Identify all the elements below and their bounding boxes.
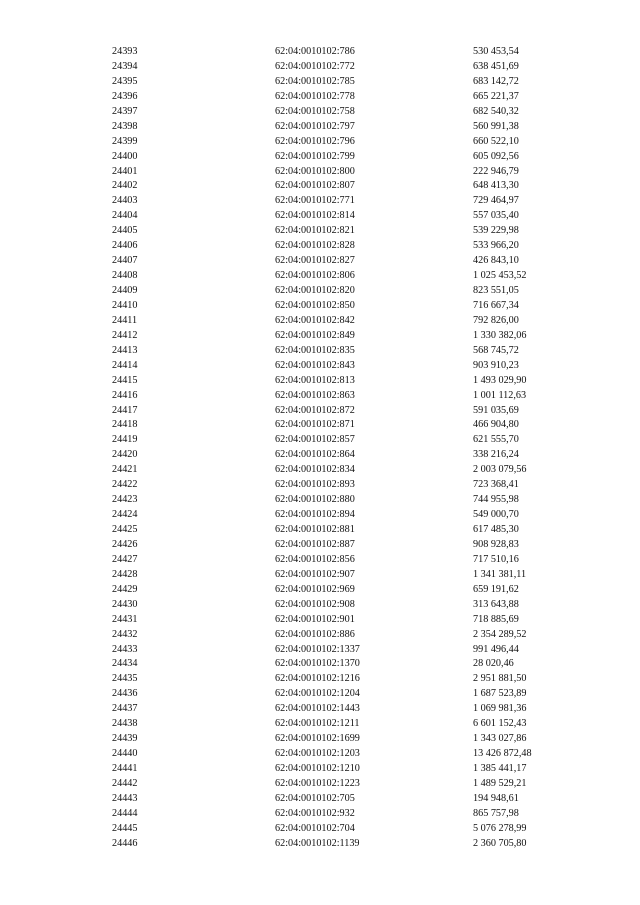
value-cell: 865 757,98 [473,807,519,819]
value-cell: 2 354 289,52 [473,628,527,640]
table-row [0,657,640,672]
table-row [0,837,640,852]
row-number-cell: 24406 [112,240,138,252]
value-cell: 5 076 278,99 [473,822,527,834]
value-cell: 1 343 027,86 [473,733,527,745]
row-number-cell: 24432 [112,628,138,640]
cadastral-number-cell: 62:04:0010102:796 [275,135,355,147]
table-row [0,359,640,374]
value-cell: 682 540,32 [473,105,519,117]
table-row [0,254,640,269]
value-cell: 533 966,20 [473,240,519,252]
row-number-cell: 24438 [112,718,138,730]
value-cell: 549 000,70 [473,509,519,521]
cadastral-number-cell: 62:04:0010102:1443 [275,703,360,715]
table-row [0,90,640,105]
value-cell: 1 330 382,06 [473,329,527,341]
row-number-cell: 24399 [112,135,138,147]
value-cell: 530 453,54 [473,46,519,57]
row-number-cell: 24418 [112,419,138,431]
value-cell: 659 191,62 [473,583,519,595]
cadastral-number-cell: 62:04:0010102:857 [275,434,355,446]
table-row [0,807,640,822]
table-row [0,672,640,687]
value-cell: 1 687 523,89 [473,688,527,700]
table-row [0,598,640,613]
row-number-cell: 24423 [112,494,138,506]
row-number-cell: 24434 [112,658,138,670]
value-cell: 338 216,24 [473,449,519,461]
row-number-cell: 24398 [112,120,138,132]
value-cell: 313 643,88 [473,598,519,610]
row-number-cell: 24394 [112,60,138,72]
value-cell: 729 464,97 [473,195,519,207]
row-number-cell: 24410 [112,299,138,311]
cadastral-number-cell: 62:04:0010102:704 [275,822,355,834]
row-number-cell: 24430 [112,598,138,610]
cadastral-number-cell: 62:04:0010102:1370 [275,658,360,670]
row-number-cell: 24395 [112,75,138,87]
row-number-cell: 24417 [112,404,138,416]
value-cell: 222 946,79 [473,165,519,177]
cadastral-number-cell: 62:04:0010102:820 [275,285,355,296]
row-number-cell: 24440 [112,748,138,760]
cadastral-number-cell: 62:04:0010102:821 [275,225,355,237]
value-cell: 2 360 705,80 [473,837,527,849]
cadastral-number-cell: 62:04:0010102:932 [275,807,355,819]
cadastral-number-cell: 62:04:0010102:806 [275,270,355,282]
table-row [0,523,640,538]
cadastral-number-cell: 62:04:0010102:813 [275,374,355,386]
cadastral-number-cell: 62:04:0010102:880 [275,494,355,506]
row-number-cell: 24393 [112,46,138,57]
table-row [0,404,640,419]
value-cell: 2 951 881,50 [473,673,527,685]
table-row [0,105,640,120]
cadastral-number-cell: 62:04:0010102:1139 [275,837,360,849]
cadastral-number-cell: 62:04:0010102:1699 [275,733,360,745]
table-row [0,448,640,463]
cadastral-number-cell: 62:04:0010102:887 [275,538,355,550]
table-row [0,553,640,568]
value-cell: 13 426 872,48 [473,748,532,760]
row-number-cell: 24421 [112,464,138,476]
row-number-cell: 24409 [112,285,138,296]
value-cell: 591 035,69 [473,404,519,416]
row-number-cell: 24408 [112,270,138,282]
cadastral-number-cell: 62:04:0010102:901 [275,613,355,625]
value-cell: 683 142,72 [473,75,519,87]
table-row [0,60,640,75]
cadastral-number-cell: 62:04:0010102:969 [275,583,355,595]
table-row [0,762,640,777]
row-number-cell: 24425 [112,524,138,535]
row-number-cell: 24407 [112,255,138,267]
cadastral-number-cell: 62:04:0010102:1223 [275,777,360,789]
value-cell: 1 489 529,21 [473,777,527,789]
row-number-cell: 24428 [112,568,138,580]
table-row [0,732,640,747]
cadastral-number-cell: 62:04:0010102:881 [275,524,355,535]
cadastral-number-cell: 62:04:0010102:705 [275,792,355,804]
cadastral-number-cell: 62:04:0010102:1211 [275,718,360,730]
value-cell: 1 385 441,17 [473,763,527,774]
row-number-cell: 24403 [112,195,138,207]
table-row [0,463,640,478]
table-row [0,374,640,389]
row-number-cell: 24415 [112,374,138,386]
table-row [0,150,640,165]
value-cell: 903 910,23 [473,359,519,371]
value-cell: 194 948,61 [473,792,519,804]
row-number-cell: 24404 [112,210,138,222]
table-row [0,687,640,702]
cadastral-number-cell: 62:04:0010102:907 [275,568,355,580]
cadastral-number-cell: 62:04:0010102:863 [275,389,355,401]
value-cell: 568 745,72 [473,344,519,356]
value-cell: 744 955,98 [473,494,519,506]
cadastral-number-cell: 62:04:0010102:772 [275,60,355,72]
value-cell: 1 341 381,11 [473,568,527,580]
value-cell: 1 025 453,52 [473,270,527,282]
value-cell: 723 368,41 [473,479,519,491]
value-cell: 908 928,83 [473,538,519,550]
table-row [0,239,640,254]
table-row [0,209,640,224]
row-number-cell: 24437 [112,703,138,715]
cadastral-number-cell: 62:04:0010102:778 [275,90,355,102]
row-number-cell: 24401 [112,165,138,177]
cadastral-number-cell: 62:04:0010102:886 [275,628,355,640]
table-row [0,165,640,180]
row-number-cell: 24429 [112,583,138,595]
table-row [0,299,640,314]
cadastral-number-cell: 62:04:0010102:843 [275,359,355,371]
value-cell: 6 601 152,43 [473,718,527,730]
row-number-cell: 24412 [112,329,138,341]
cadastral-number-cell: 62:04:0010102:856 [275,553,355,565]
row-number-cell: 24431 [112,613,138,625]
value-cell: 1 069 981,36 [473,703,527,715]
row-number-cell: 24433 [112,643,138,655]
table-row [0,179,640,194]
cadastral-number-cell: 62:04:0010102:814 [275,210,355,222]
cadastral-number-cell: 62:04:0010102:835 [275,344,355,356]
row-number-cell: 24413 [112,344,138,356]
table-row [0,643,640,658]
value-cell: 665 221,37 [473,90,519,102]
table-row [0,747,640,762]
table-row [0,269,640,284]
row-number-cell: 24441 [112,763,138,774]
table-row [0,389,640,404]
row-number-cell: 24442 [112,777,138,789]
cadastral-number-cell: 62:04:0010102:894 [275,509,355,521]
table-row [0,344,640,359]
cadastral-number-cell: 62:04:0010102:800 [275,165,355,177]
table-row [0,538,640,553]
value-cell: 792 826,00 [473,314,519,326]
cadastral-number-cell: 62:04:0010102:842 [275,314,355,326]
cadastral-number-cell: 62:04:0010102:872 [275,404,355,416]
table-row [0,478,640,493]
table-row [0,194,640,209]
value-cell: 605 092,56 [473,150,519,162]
value-cell: 823 551,05 [473,285,519,296]
value-cell: 426 843,10 [473,255,519,267]
table-row [0,329,640,344]
value-cell: 557 035,40 [473,210,519,222]
table-row [0,717,640,732]
row-number-cell: 24445 [112,822,138,834]
table-row [0,314,640,329]
cadastral-number-cell: 62:04:0010102:828 [275,240,355,252]
cadastral-number-cell: 62:04:0010102:758 [275,105,355,117]
table-row [0,284,640,299]
cadastral-number-cell: 62:04:0010102:1337 [275,643,360,655]
table-row [0,493,640,508]
table-row [0,120,640,135]
cadastral-number-cell: 62:04:0010102:864 [275,449,355,461]
value-cell: 621 555,70 [473,434,519,446]
cadastral-number-cell: 62:04:0010102:908 [275,598,355,610]
table-row [0,224,640,239]
value-cell: 2 003 079,56 [473,464,527,476]
row-number-cell: 24414 [112,359,138,371]
cadastral-number-cell: 62:04:0010102:849 [275,329,355,341]
row-number-cell: 24436 [112,688,138,700]
value-cell: 717 510,16 [473,553,519,565]
cadastral-number-cell: 62:04:0010102:1203 [275,748,360,760]
value-cell: 991 496,44 [473,643,519,655]
value-cell: 660 522,10 [473,135,519,147]
cadastral-number-cell: 62:04:0010102:1216 [275,673,360,685]
cadastral-number-cell: 62:04:0010102:797 [275,120,355,132]
value-cell: 539 229,98 [473,225,519,237]
cadastral-number-cell: 62:04:0010102:771 [275,195,355,207]
cadastral-number-cell: 62:04:0010102:871 [275,419,355,431]
data-table [0,45,640,852]
table-row [0,135,640,150]
row-number-cell: 24444 [112,807,138,819]
row-number-cell: 24443 [112,792,138,804]
row-number-cell: 24416 [112,389,138,401]
row-number-cell: 24435 [112,673,138,685]
row-number-cell: 24424 [112,509,138,521]
row-number-cell: 24402 [112,180,138,192]
cadastral-number-cell: 62:04:0010102:834 [275,464,355,476]
value-cell: 28 020,46 [473,658,514,670]
value-cell: 617 485,30 [473,524,519,535]
row-number-cell: 24427 [112,553,138,565]
row-number-cell: 24397 [112,105,138,117]
value-cell: 1 001 112,63 [473,389,527,401]
table-row [0,75,640,90]
table-row [0,792,640,807]
row-number-cell: 24400 [112,150,138,162]
cadastral-number-cell: 62:04:0010102:1204 [275,688,360,700]
value-cell: 648 413,30 [473,180,519,192]
row-number-cell: 24420 [112,449,138,461]
value-cell: 560 991,38 [473,120,519,132]
table-row [0,433,640,448]
table-row [0,702,640,717]
row-number-cell: 24396 [112,90,138,102]
table-row [0,777,640,792]
table-row [0,822,640,837]
cadastral-number-cell: 62:04:0010102:799 [275,150,355,162]
table-row [0,418,640,433]
row-number-cell: 24419 [112,434,138,446]
cadastral-number-cell: 62:04:0010102:850 [275,299,355,311]
row-number-cell: 24422 [112,479,138,491]
row-number-cell: 24405 [112,225,138,237]
row-number-cell: 24439 [112,733,138,745]
value-cell: 716 667,34 [473,299,519,311]
row-number-cell: 24411 [112,314,138,326]
cadastral-number-cell: 62:04:0010102:785 [275,75,355,87]
value-cell: 1 493 029,90 [473,374,527,386]
table-row [0,628,640,643]
table-row [0,568,640,583]
cadastral-number-cell: 62:04:0010102:1210 [275,763,360,774]
cadastral-number-cell: 62:04:0010102:786 [275,46,355,57]
value-cell: 718 885,69 [473,613,519,625]
row-number-cell: 24426 [112,538,138,550]
table-row [0,613,640,628]
cadastral-number-cell: 62:04:0010102:807 [275,180,355,192]
table-row [0,508,640,523]
cadastral-number-cell: 62:04:0010102:893 [275,479,355,491]
value-cell: 638 451,69 [473,60,519,72]
table-row [0,583,640,598]
table-row [0,45,640,60]
cadastral-number-cell: 62:04:0010102:827 [275,255,355,267]
value-cell: 466 904,80 [473,419,519,431]
row-number-cell: 24446 [112,837,138,849]
